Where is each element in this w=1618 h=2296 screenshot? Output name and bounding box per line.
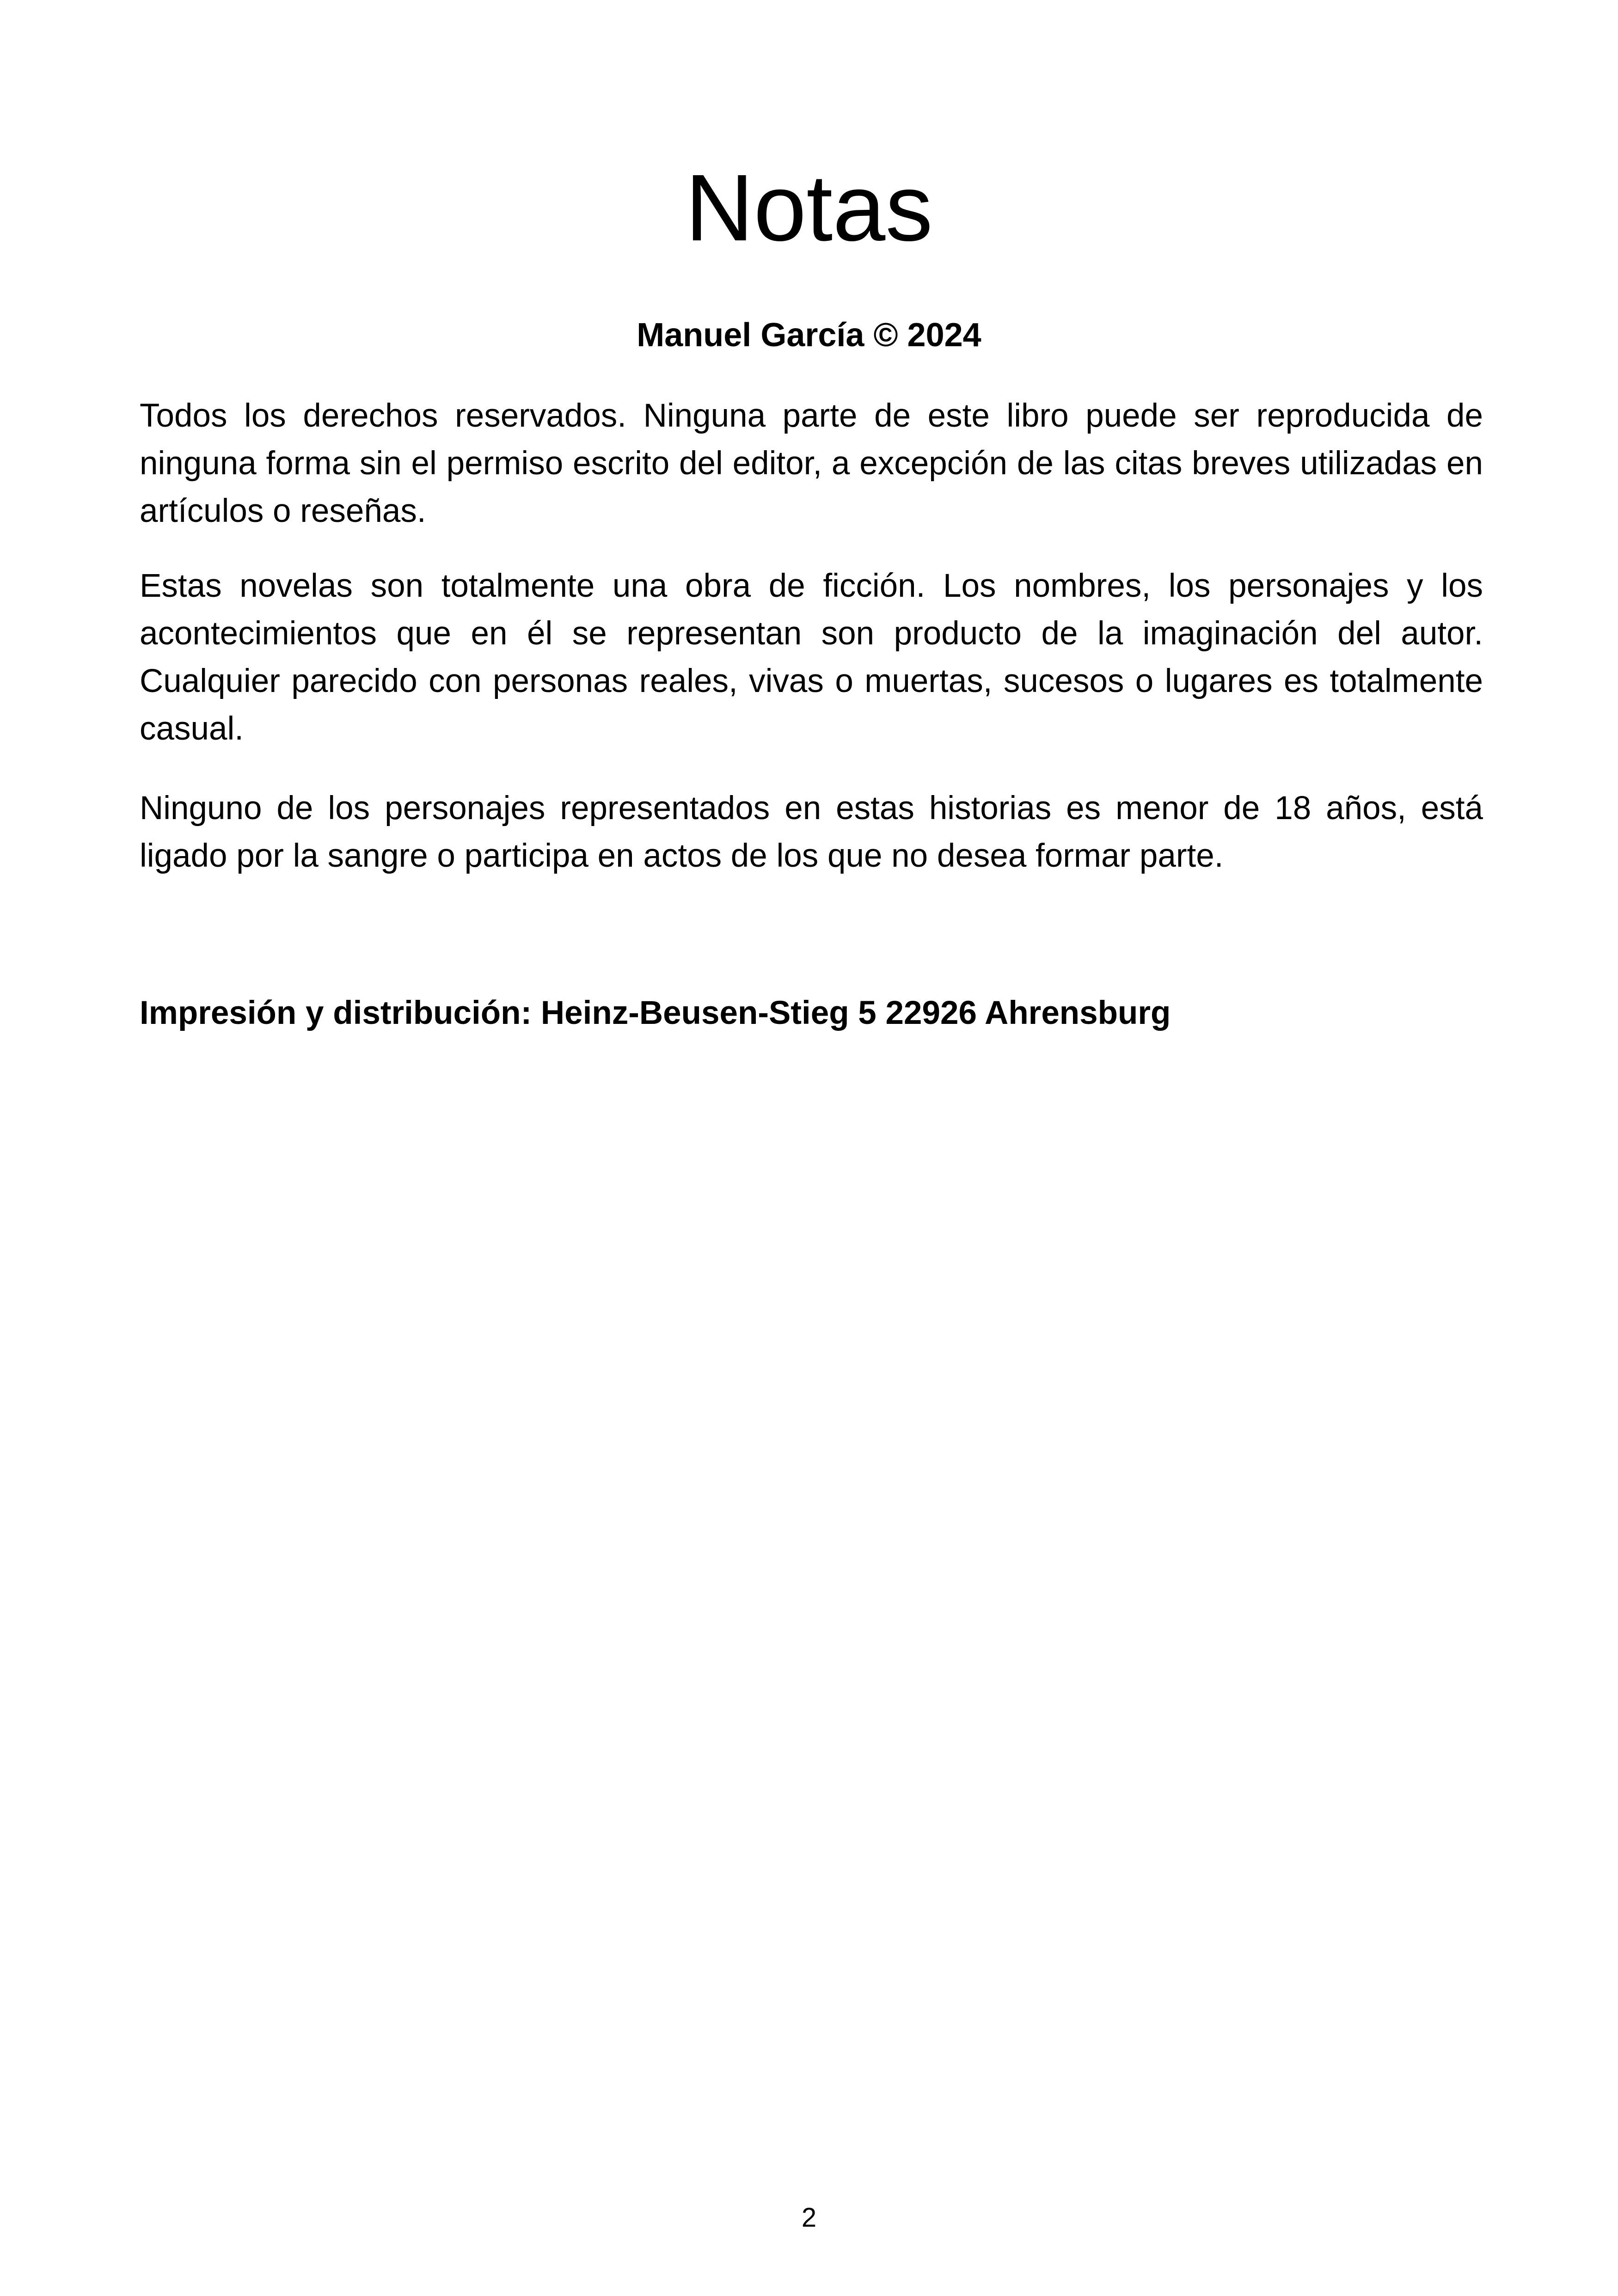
page-title: Notas	[685, 155, 933, 261]
imprint-line: Impresión y distribución: Heinz-Beusen-Stieg 5 22926 Ahrensburg	[140, 995, 1171, 1031]
rights-paragraph: Todos los derechos reservados. Ninguna parte de este libro puede ser reproducida de ninguna forma sin el permiso escrito del editor, a excepción de las citas breves utilizadas en artículos o reseñas.	[140, 398, 1483, 529]
fiction-disclaimer-paragraph: Estas novelas son totalmente una obra de ficción. Los nombres, los personajes y los acontecimientos que en él se representan son producto de la imaginación del autor. Cualquier parecido con personas reales, vivas o muertas, sucesos o lugares es totalmente casual.	[140, 568, 1483, 747]
age-disclaimer-paragraph: Ninguno de los personajes representados en estas historias es menor de 18 años, está ligado por la sangre o participa en actos de los que no desea formar parte.	[140, 790, 1483, 874]
author-copyright: Manuel García © 2024	[637, 317, 981, 354]
page-number: 2	[801, 2203, 817, 2233]
